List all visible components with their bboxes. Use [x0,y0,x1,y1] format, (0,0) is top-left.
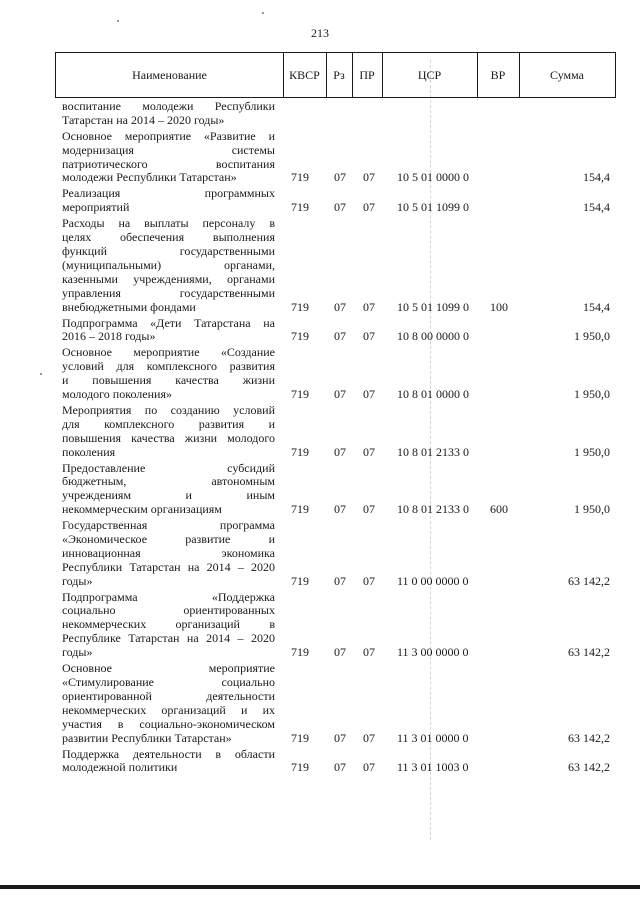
cell-sum: 154,4 [583,200,610,215]
cell-sum: 154,4 [583,299,610,314]
header-csr: ЦСР [417,68,442,82]
table-row [0,317,640,345]
row-name-line: модернизация системы [62,142,275,157]
cell-sum: 1 950,0 [574,386,610,401]
cell-rz: 07 [334,444,346,459]
row-name [62,404,275,460]
cell-sum: 63 142,2 [568,645,610,660]
cell-pr: 07 [363,573,375,588]
cell-kvsr: 719 [291,386,309,401]
row-name-line: Основное мероприятие «Создание [62,345,275,360]
row-name-line: целях обеспечения выполнения [62,230,275,245]
cell-csr: 10 8 01 2133 0 [397,444,469,459]
cell-csr: 10 8 01 0000 0 [397,386,469,401]
cell-pr: 07 [363,386,375,401]
row-name-line: инновационная экономика [62,545,275,560]
table-row [0,100,640,128]
cell-csr: 10 8 01 2133 0 [397,502,469,517]
scan-bottom-edge [0,885,640,889]
row-name [62,317,275,345]
row-name-line: некоммерческих организаций и их [62,702,275,717]
row-name [62,748,275,776]
cell-csr: 10 5 01 0000 0 [397,170,469,185]
row-name-line: воспитание молодежи Республики [62,99,275,113]
cell-rz: 07 [334,645,346,660]
cell-rz: 07 [334,760,346,775]
row-name-line: Государственная программа [62,518,275,533]
cell-sum: 154,4 [583,170,610,185]
cell-csr: 10 8 00 0000 0 [397,329,469,344]
row-name [62,100,275,128]
cell-kvsr: 719 [291,170,309,185]
row-name-line: и повышения качества жизни [62,373,275,388]
page-number: 213 [311,26,329,40]
cell-rz: 07 [334,502,346,517]
cell-csr: 10 5 01 1099 0 [397,299,469,314]
row-name [62,130,275,186]
table-row [0,591,640,661]
row-name-line: некоммерческим организациям [62,502,222,517]
table-row [0,130,640,186]
row-name-line: Реализация программных [62,186,275,201]
cell-kvsr: 719 [291,329,309,344]
row-name-line: некоммерческих организаций в [62,617,275,632]
row-name [62,346,275,402]
table-row [0,187,640,215]
cell-pr: 07 [363,444,375,459]
cell-vr: 600 [490,502,508,517]
row-name-line: 2016 – 2018 годы» [62,329,156,344]
row-name [62,187,275,215]
row-name-line: Поддержка деятельности в области [62,746,275,761]
row-name-line: бюджетным, автономным [62,474,275,489]
scan-speck [117,20,119,22]
cell-vr: 100 [490,299,508,314]
cell-rz: 07 [334,386,346,401]
header-name: Наименование [132,68,207,82]
row-name-line: Основное мероприятие «Развитие и [62,128,275,143]
row-name-line: Предоставление субсидий [62,460,275,475]
row-name-line: участия в социально-экономическом [62,716,275,731]
table-row [0,217,640,314]
row-name-line: для комплексного развития и [62,416,275,431]
row-name-line: Основное мероприятие [62,661,275,676]
row-name-line: Подпрограмма «Дети Татарстана на [62,315,275,330]
cell-rz: 07 [334,329,346,344]
header-pr: ПР [359,68,375,82]
row-name-line: годы» [62,645,93,660]
row-name-line: условий для комплексного развития [62,359,275,374]
row-name-line: повышения качества жизни молодого [62,430,275,445]
row-name-line: ориентированной деятельности [62,688,275,703]
cell-rz: 07 [334,200,346,215]
cell-pr: 07 [363,760,375,775]
table-header [55,52,616,98]
row-name-line: функций государственными [62,243,275,258]
cell-pr: 07 [363,329,375,344]
table-row [0,346,640,402]
row-name-line: социально ориентированных [62,603,275,618]
row-name [62,217,275,314]
cell-csr: 11 3 01 0000 0 [397,730,469,745]
row-name-line: Республике Татарстан на 2014 – 2020 [62,631,275,646]
cell-kvsr: 719 [291,645,309,660]
cell-csr: 10 5 01 1099 0 [397,200,469,215]
row-name [62,519,275,588]
row-name-line: Республики Татарстан на 2014 – 2020 [62,559,275,574]
row-name-line: (муниципальными) органами, [62,257,275,272]
cell-kvsr: 719 [291,299,309,314]
row-name [62,462,275,518]
cell-sum: 1 950,0 [574,329,610,344]
cell-rz: 07 [334,170,346,185]
cell-csr: 11 0 00 0000 0 [397,573,469,588]
cell-kvsr: 719 [291,444,309,459]
row-name-line: управления государственными [62,285,275,300]
cell-pr: 07 [363,645,375,660]
table-row [0,462,640,518]
cell-csr: 11 3 00 0000 0 [397,645,469,660]
row-name-line: молодого поколения» [62,386,172,401]
table-row [0,662,640,745]
cell-kvsr: 719 [291,760,309,775]
row-name-line: учреждениям и иным [62,488,275,503]
table-row [0,748,640,776]
cell-kvsr: 719 [291,730,309,745]
row-name-line: внебюджетными фондами [62,299,196,314]
cell-kvsr: 719 [291,200,309,215]
table-row [0,519,640,589]
cell-rz: 07 [334,299,346,314]
cell-pr: 07 [363,502,375,517]
cell-sum: 1 950,0 [574,502,610,517]
row-name-line: Расходы на выплаты персоналу в [62,216,275,231]
cell-pr: 07 [363,299,375,314]
header-vr: ВР [490,68,506,82]
row-name-line: Подпрограмма «Поддержка [62,589,275,604]
cell-sum: 63 142,2 [568,760,610,775]
cell-csr: 11 3 01 1003 0 [397,760,469,775]
table-row [0,404,640,460]
cell-rz: 07 [334,573,346,588]
row-name-line: мероприятий [62,200,130,215]
cell-sum: 63 142,2 [568,573,610,588]
row-name-line: патриотического воспитания [62,156,275,171]
row-name-line: годы» [62,573,93,588]
row-name-line: «Стимулирование социально [62,674,275,689]
row-name-line: казенными учреждениями, органами [62,271,275,286]
row-name-line: молодежи Республики Татарстан» [62,170,237,185]
scan-speck [262,12,264,14]
cell-rz: 07 [334,730,346,745]
row-name-line: развитии Республики Татарстан» [62,730,232,745]
row-name-line: «Экономическое развитие и [62,531,275,546]
cell-pr: 07 [363,170,375,185]
cell-sum: 1 950,0 [574,444,610,459]
cell-pr: 07 [363,730,375,745]
header-rz: Рз [333,68,345,82]
cell-kvsr: 719 [291,573,309,588]
row-name [62,591,275,660]
row-name-line: поколения [62,444,116,459]
header-kvsr: КВСР [289,68,320,82]
cell-kvsr: 719 [291,502,309,517]
header-sum: Сумма [550,68,584,82]
cell-pr: 07 [363,200,375,215]
row-name [62,662,275,745]
cell-sum: 63 142,2 [568,730,610,745]
row-name-line: молодежной политики [62,760,178,775]
row-name-line: Мероприятия по созданию условий [62,402,275,417]
row-name-line: Татарстан на 2014 – 2020 годы» [62,112,225,127]
